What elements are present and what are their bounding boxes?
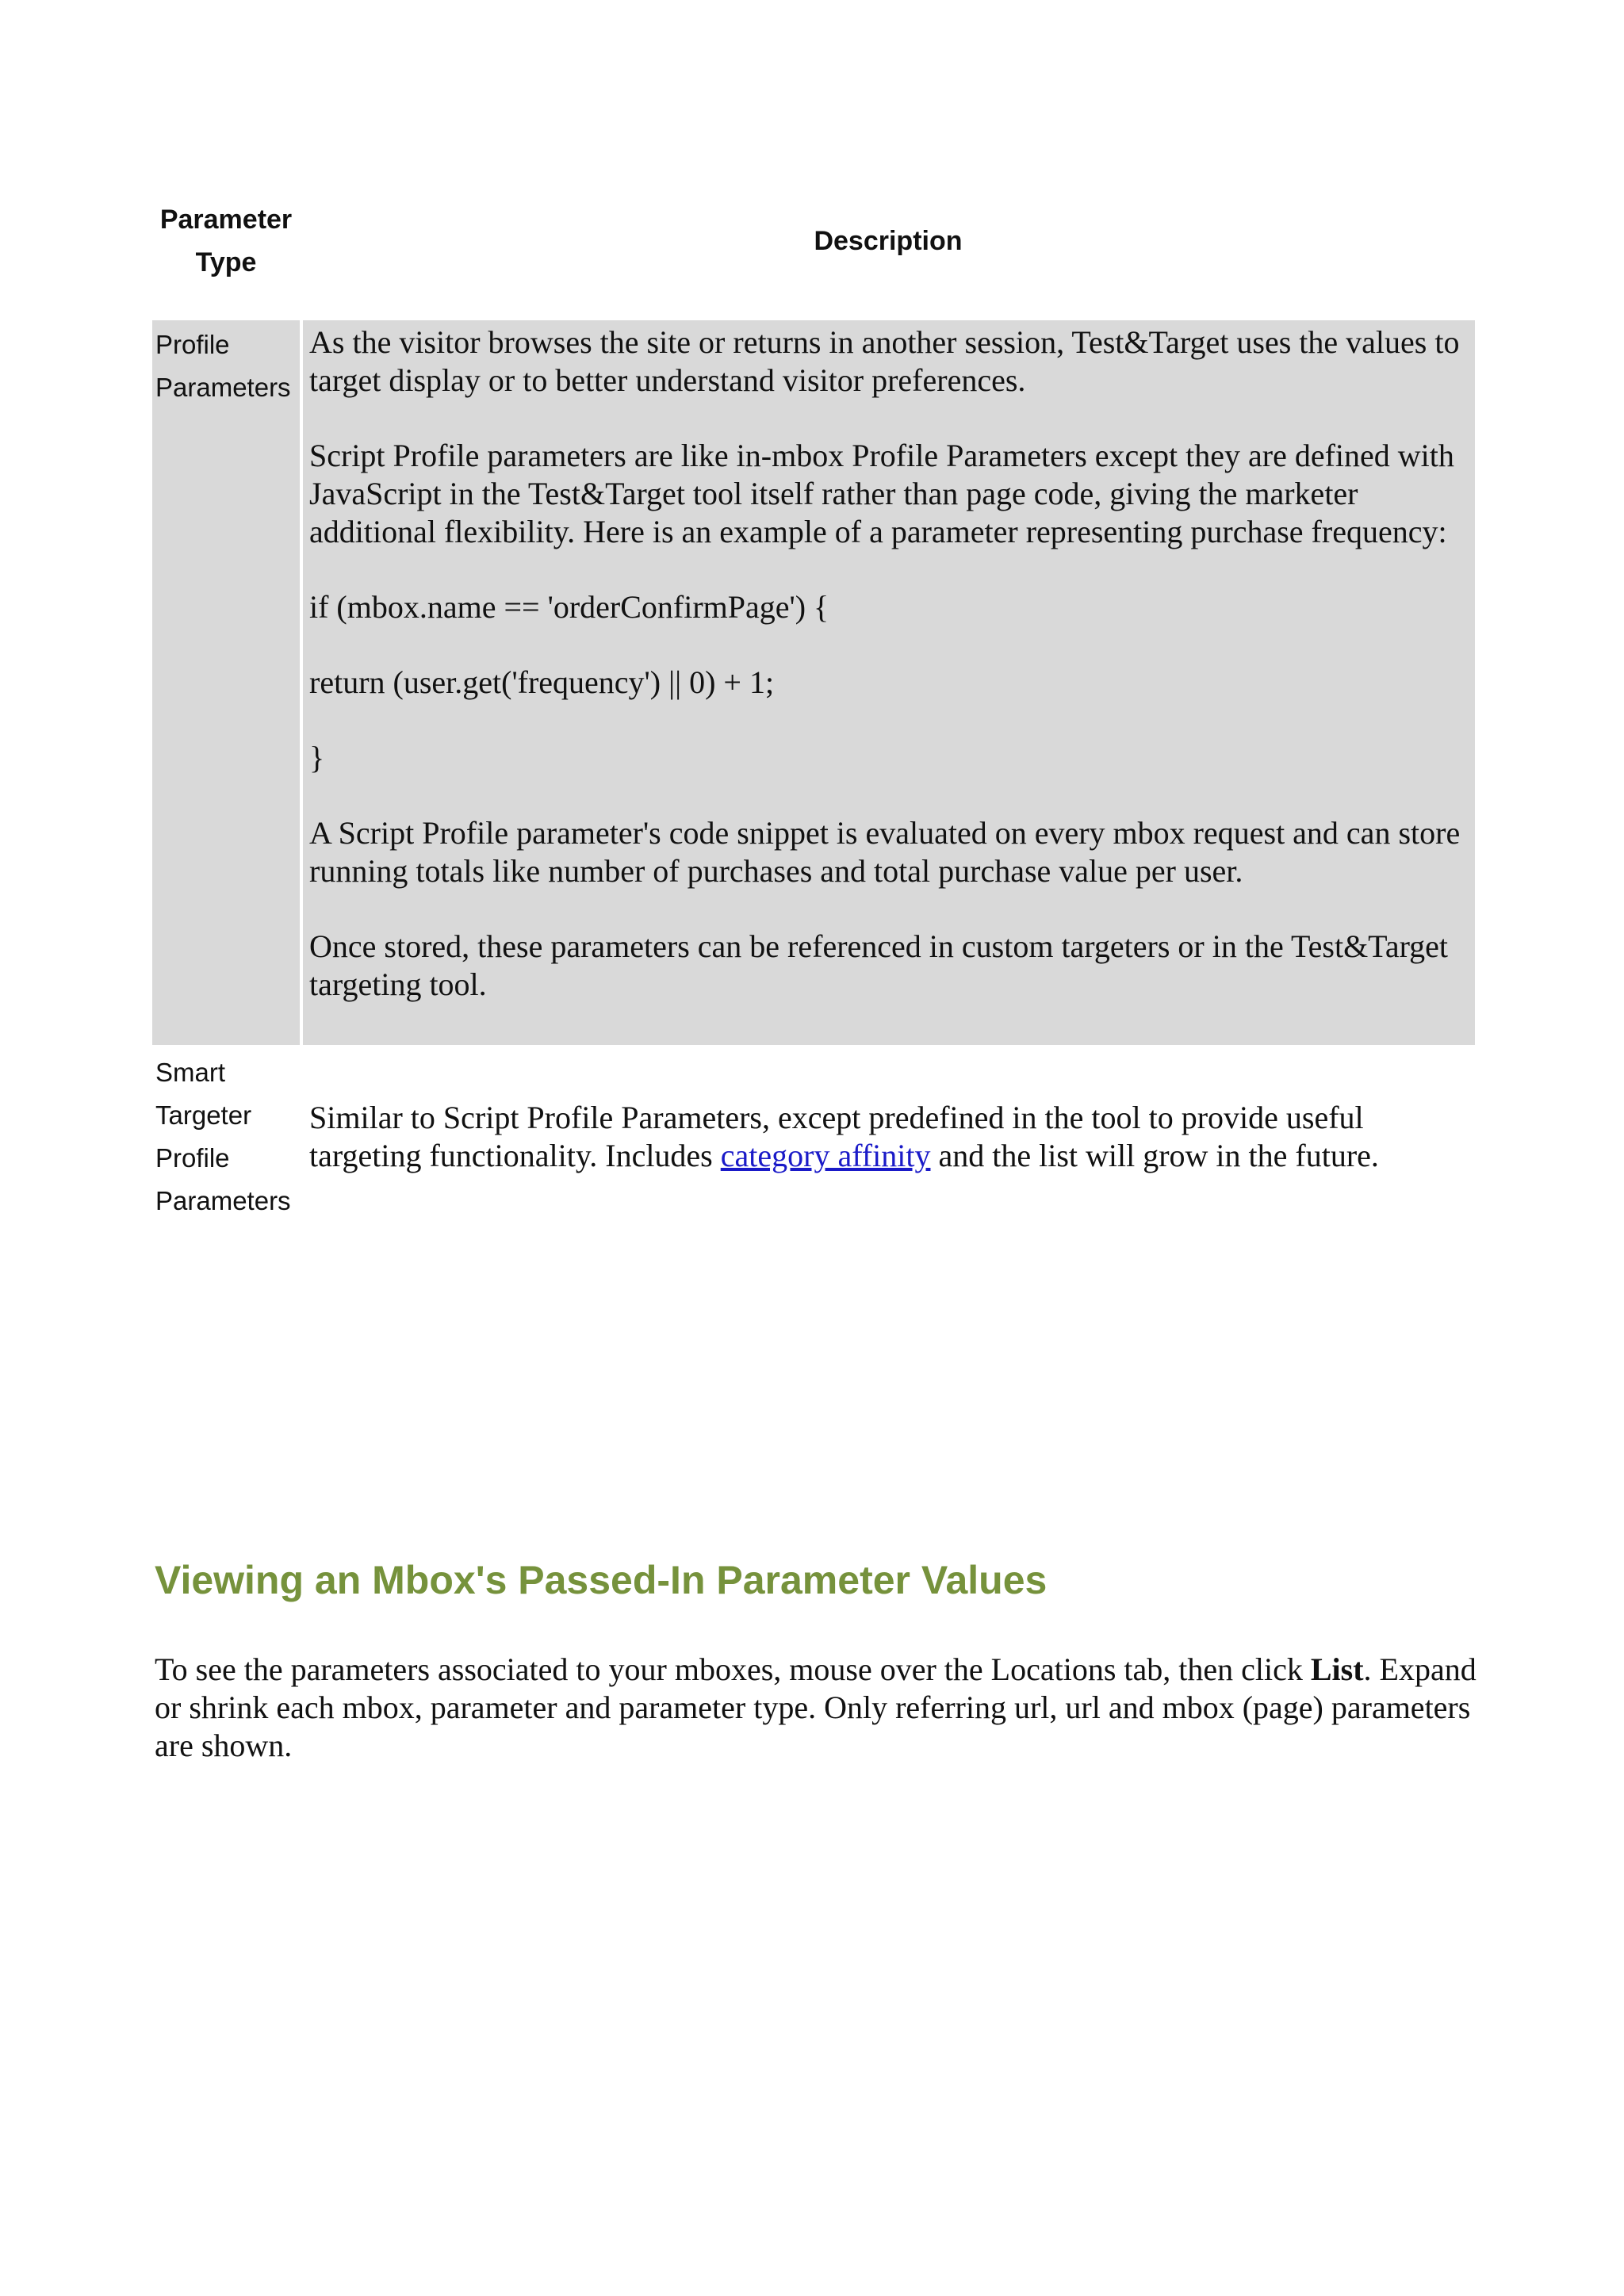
section-body-after-bold: . Expand or shrink each mbox, parameter and parameter type. Only referring url, url and mbox (page) parameters are shown. <box>155 1651 1477 1763</box>
row-type-line2: Targeter <box>155 1100 252 1130</box>
code-line: } <box>309 740 325 775</box>
table-row-profile-parameters <box>152 320 1475 1045</box>
description-text-after-link: and the list will grow in the future. <box>930 1138 1379 1173</box>
table-header <box>152 198 1475 320</box>
description-paragraph: A Script Profile parameter's code snippet is evaluated on every mbox request and can store running totals like number of purchases and total purchase value per user. <box>309 815 1461 889</box>
row-type-line2: Parameters <box>155 373 291 402</box>
row-type-line4: Parameters <box>155 1186 291 1215</box>
description-paragraph: Script Profile parameters are like in-mbox Profile Parameters except they are defined with JavaScript in the Test&Target tool itself rather than page code, giving the marketer additional flexibility. Here is an example of a parameter representing purchase frequency: <box>309 438 1454 549</box>
description-text <box>309 1099 1475 1175</box>
row-description-cell <box>303 1048 1475 1226</box>
row-type-cell <box>152 1048 300 1226</box>
code-line: return (user.get('frequency') || 0) + 1; <box>309 664 775 700</box>
section-body <box>155 1651 1479 1765</box>
header-type-line1: Parameter <box>159 205 293 235</box>
row-type-line3: Profile <box>155 1143 230 1173</box>
row-description-cell <box>303 320 1475 1045</box>
list-label: List <box>1310 1651 1364 1687</box>
row-type-cell <box>152 320 300 1045</box>
header-type-line2: Type <box>195 247 257 277</box>
parameter-table <box>152 198 1475 1226</box>
code-line: if (mbox.name == 'orderConfirmPage') { <box>309 589 829 625</box>
category-affinity-link[interactable]: category affinity <box>720 1138 931 1173</box>
row-type-line1: Smart <box>155 1058 226 1087</box>
section-heading: Viewing an Mbox's Passed-In Parameter Values <box>155 1558 1048 1602</box>
description-text-before-link: Similar to Script Profile Parameters, except predefined in the tool to provide useful targeting functionality. Includes <box>309 1100 1364 1173</box>
row-type-line1: Profile <box>155 330 230 359</box>
description-paragraph: Once stored, these parameters can be referenced in custom targeters or in the Test&Target targeting tool. <box>309 928 1449 1002</box>
header-description: Description <box>814 226 963 256</box>
header-parameter-type <box>152 198 300 284</box>
description-paragraph: As the visitor browses the site or returns in another session, Test&Target uses the values to target display or to better understand visitor preferences. <box>309 324 1460 398</box>
table-row-smart-targeter-profile-parameters <box>152 1048 1475 1226</box>
section-body-before-bold: To see the parameters associated to your mboxes, mouse over the Locations tab, then click <box>155 1651 1311 1687</box>
